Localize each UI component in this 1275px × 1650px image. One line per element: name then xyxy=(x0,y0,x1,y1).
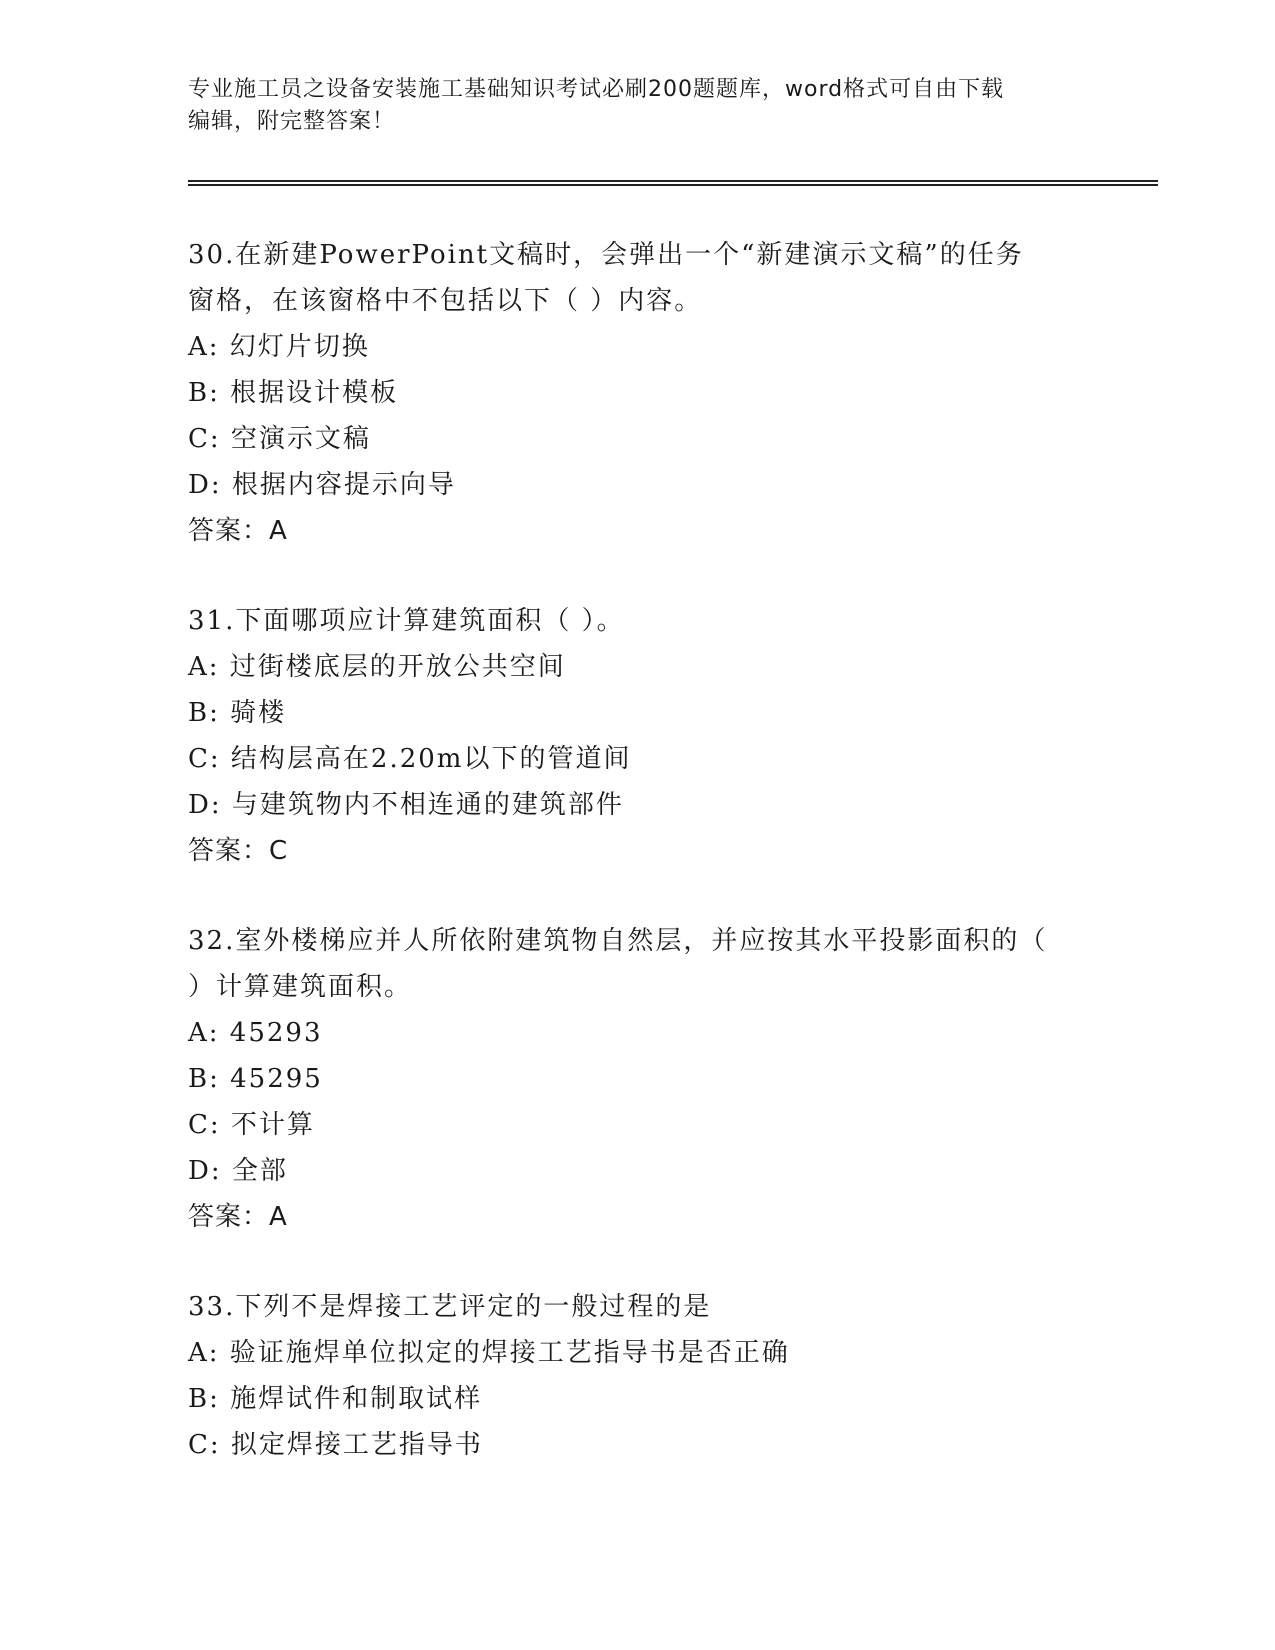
header-line-1: 专业施工员之设备安装施工基础知识考试必刷200题题库，word格式可自由下载 xyxy=(188,77,1005,102)
option-d: D: 根据内容提示向导 xyxy=(188,470,456,500)
option-a: A: 幻灯片切换 xyxy=(188,332,370,362)
option-b: B: 施焊试件和制取试样 xyxy=(188,1384,483,1414)
option-b: B: 根据设计模板 xyxy=(188,378,399,408)
header-divider-top xyxy=(188,180,1158,182)
question-33 xyxy=(188,1284,1088,1468)
question-text: 30.在新建PowerPoint文稿时，会弹出一个“新建演示文稿”的任务 xyxy=(188,240,1024,270)
question-30 xyxy=(188,232,1088,554)
question-31 xyxy=(188,598,1088,874)
answer: 答案：A xyxy=(188,1202,288,1232)
question-text-continued: 窗格，在该窗格中不包括以下（ ）内容。 xyxy=(188,286,703,316)
option-d: D: 与建筑物内不相连通的建筑部件 xyxy=(188,790,624,820)
question-text-continued: ）计算建筑面积。 xyxy=(188,972,413,1002)
question-list xyxy=(188,232,1088,1512)
question-text: 33.下列不是焊接工艺评定的一般过程的是 xyxy=(188,1292,712,1322)
answer: 答案：A xyxy=(188,516,288,546)
answer: 答案：C xyxy=(188,836,289,866)
option-c: C: 拟定焊接工艺指导书 xyxy=(188,1430,483,1460)
header-divider-bottom xyxy=(188,184,1158,186)
question-text: 31.下面哪项应计算建筑面积（ ）。 xyxy=(188,606,625,636)
option-a: A: 验证施焊单位拟定的焊接工艺指导书是否正确 xyxy=(188,1338,790,1368)
option-a: A: 过街楼底层的开放公共空间 xyxy=(188,652,566,682)
question-32 xyxy=(188,918,1088,1240)
option-b: B: 骑楼 xyxy=(188,698,287,728)
option-c: C: 结构层高在2.20m以下的管道间 xyxy=(188,744,632,774)
question-text: 32.室外楼梯应并人所依附建筑物自然层，并应按其水平投影面积的（ xyxy=(188,926,1048,956)
document-header xyxy=(188,74,1088,138)
header-line-2: 编辑，附完整答案！ xyxy=(188,109,396,134)
option-d: D: 全部 xyxy=(188,1156,288,1186)
option-b: B: 45295 xyxy=(188,1064,323,1094)
option-c: C: 空演示文稿 xyxy=(188,424,371,454)
option-c: C: 不计算 xyxy=(188,1110,315,1140)
option-a: A: 45293 xyxy=(188,1018,323,1048)
